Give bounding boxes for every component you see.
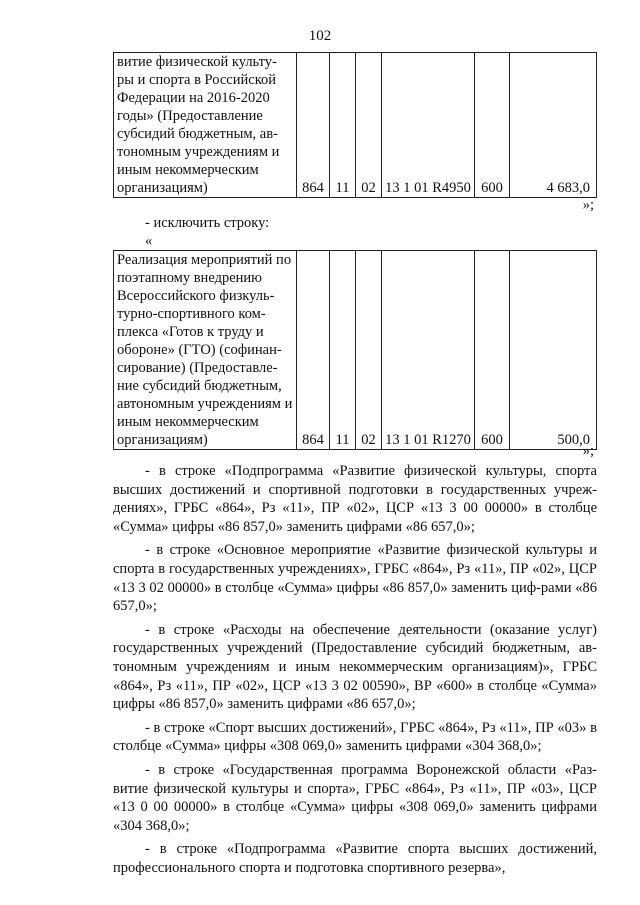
pr-cell: 02 <box>356 251 382 450</box>
sum-cell: 500,0 <box>510 251 597 450</box>
pr-cell: 02 <box>356 53 382 198</box>
amendment-paragraphs <box>113 462 597 882</box>
vr-cell: 600 <box>475 251 510 450</box>
rz-cell: 11 <box>330 53 356 198</box>
paragraph: - в строке «Основное мероприятие «Развитие физической культуры и спорта в государственных учреждениях», ГРБС «864», Рз «11», ПР «02», ЦСР «13 3 02 00000» в столбце «Сумма» цифры «86 857,0» заменить циф-рами «86 657,0»; <box>113 542 597 615</box>
sum-cell: 4 683,0 <box>510 53 597 198</box>
table-row <box>114 251 597 450</box>
page-number: 102 <box>308 28 332 44</box>
closing-quote-2: »; <box>582 443 594 459</box>
row-name: витие физической культу-ры и спорта в Российской Федерации на 2016-2020 годы» (Предоставление субсидий бюджетным, ав-тономным учреждениям и иным некоммерческим организациям) <box>114 53 297 198</box>
row-name: Реализация мероприятий по поэтапному внедрению Всероссийского физкуль-турно-спортивного ком-плекса «Готов к труду и обороне» (ГТО) (софинан-сирование) (Предоставле-ние субсидий бюджетным, автономным учреждениям и иным некоммерческим организациям) <box>114 251 297 450</box>
paragraph: - в строке «Государственная программа Воронежской области «Раз-витие физической культуры и спорта», ГРБС «864», Рз «11», ПР «03», ЦСР «13 0 00 00000» в столбце «Сумма» цифры «308 069,0» заменить цифрами «304 368,0»; <box>113 761 597 834</box>
opening-quote: « <box>145 233 153 249</box>
csr-cell: 13 1 01 R4950 <box>382 53 475 198</box>
paragraph: - в строке «Спорт высших достижений», ГРБС «864», Рз «11», ПР «03» в столбце «Сумма» цифры «308 069,0» заменить цифрами «304 368,0»; <box>113 719 597 755</box>
grbs-cell: 864 <box>297 53 330 198</box>
closing-quote-1: »; <box>582 197 594 213</box>
exclude-row-label: - исключить строку: <box>145 215 270 231</box>
rz-cell: 11 <box>330 251 356 450</box>
paragraph: - в строке «Подпрограмма «Развитие физической культуры, спорта высших достижений и спортивной подготовки в государственных учреж-дениях», ГРБС «864», Рз «11», ПР «02», ЦСР «13 3 00 00000» в столбце «Сумма» цифры «86 857,0» заменить цифрами «86 657,0»; <box>113 463 597 535</box>
paragraph: - в строке «Подпрограмма «Развитие спорта высших достижений, профессионального спорта и подготовка спортивного резерва», <box>113 841 597 876</box>
table-row <box>114 53 597 198</box>
vr-cell: 600 <box>475 53 510 198</box>
grbs-cell: 864 <box>297 251 330 450</box>
paragraph: - в строке «Расходы на обеспечение деятельности (оказание услуг) государственных учреждений (Предоставление субсидий бюджетным, ав-тономным учреждениям и иным некоммерческим организациям)», ГРБС «864», Рз «11», ПР «02», ЦСР «13 3 02 00590», ВР «600» в столбце «Сумма» цифры «86 857,0» заменить цифрами «86 657,0»; <box>113 621 597 713</box>
budget-table-row-sports-development <box>113 52 597 198</box>
csr-cell: 13 1 01 R1270 <box>382 251 475 450</box>
budget-table-row-gto <box>113 250 597 450</box>
